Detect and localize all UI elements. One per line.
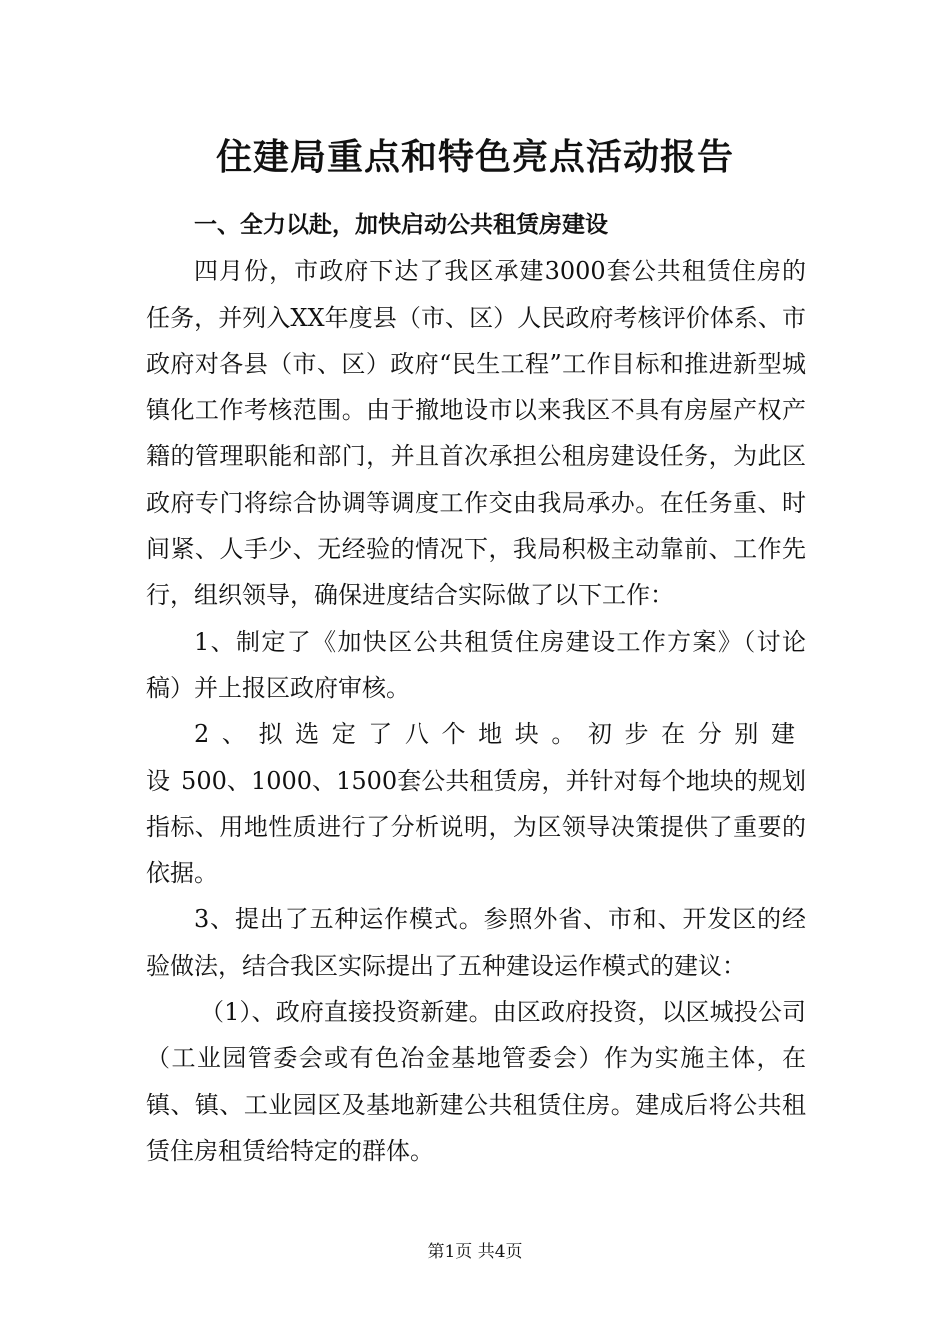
paragraph-item-2-rest: 500、1000、1500套公共租赁房，并针对每个地块的规划指标、用地性质进行了分析说明，为区领导决策提供了重要的依据。 [146, 766, 806, 888]
paragraph-item-2 [146, 711, 806, 896]
paragraph-intro: 四月份，市政府下达了我区承建3000套公共租赁住房的任务，并列入XX年度县（市、区）人民政府考核评价体系、市政府对各县（市、区）政府“民生工程”工作目标和推进新型城镇化工作考核范围。由于撤地设市以来我区不具有房屋产权产籍的管理职能和部门，并且首次承担公租房建设任务，为此区政府专门将综合协调等调度工作交由我局承办。在任务重、时间紧、人手少、无经验的情况下，我局积极主动靠前、工作先行，组织领导，确保进度结合实际做了以下工作： [146, 257, 806, 610]
paragraph-sub-1: （1）、政府直接投资新建。由区政府投资，以区城投公司（工业园管委会或有色冶金基地管委会）作为实施主体，在镇、镇、工业园区及基地新建公共租赁住房。建成后将公共租赁住房租赁给特定的群体。 [146, 998, 806, 1165]
paragraph-item-1: 1、制定了《加快区公共租赁住房建设工作方案》（讨论稿）并上报区政府审核。 [146, 627, 806, 702]
paragraph-item-3: 3、提出了五种运作模式。参照外省、市和、开发区的经验做法，结合我区实际提出了五种建设运作模式的建议： [146, 905, 806, 980]
paragraph-item-2-first-line: 2、拟选定了八个地块。初步在分别建设 [146, 720, 806, 795]
document-body [146, 202, 806, 1174]
page-footer: 第1页 共4页 [427, 1242, 523, 1262]
document-title: 住建局重点和特色亮点活动报告 [215, 137, 734, 178]
section-heading: 一、全力以赴，加快启动公共租赁房建设 [194, 212, 608, 238]
